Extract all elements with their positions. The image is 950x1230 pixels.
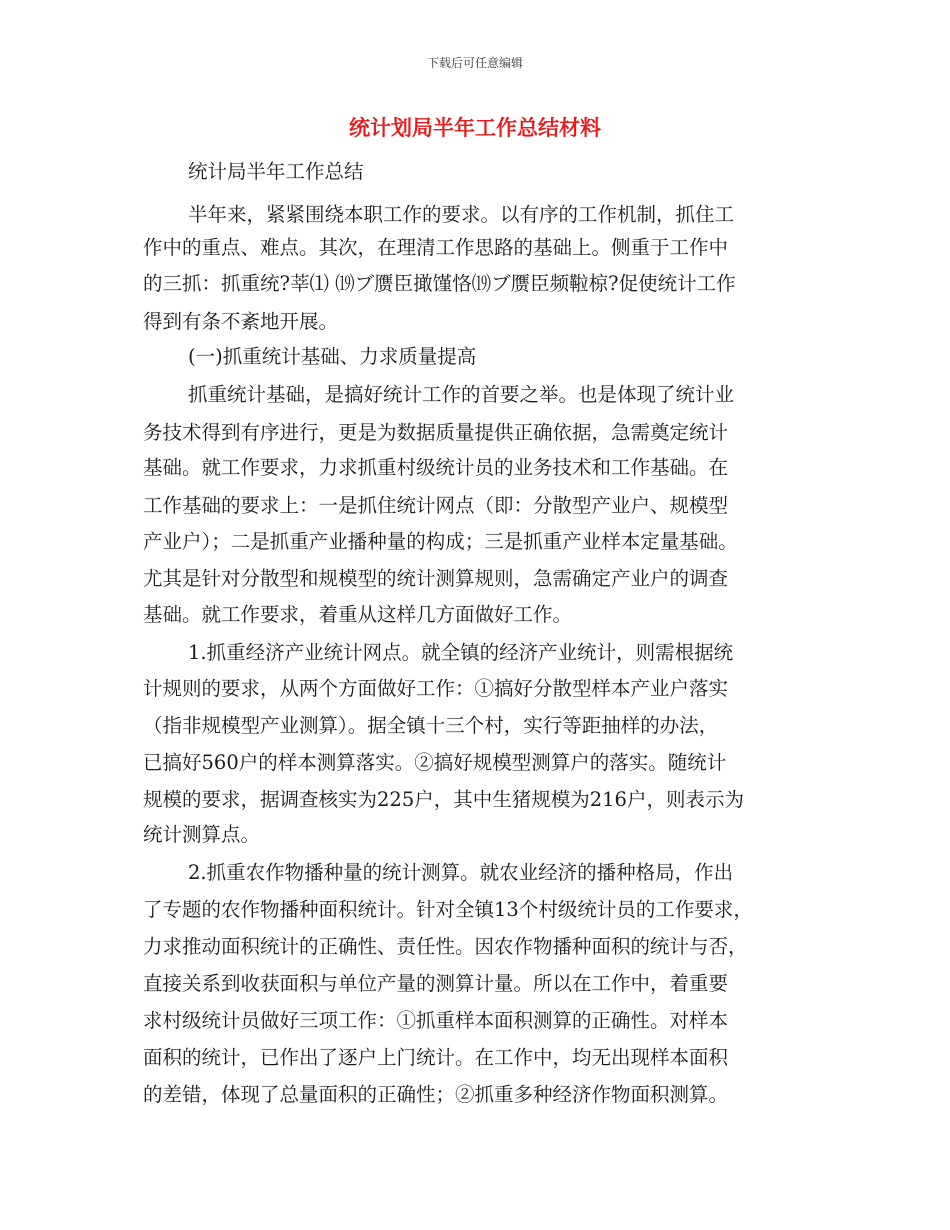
paragraph-line: 产业户）；二是抓重产业播种量的构成；三是抓重产业样本定量基础。: [143, 530, 738, 553]
paragraph-line: 统计测算点。: [143, 823, 261, 846]
paragraph-line: 直接关系到收获面积与单位产量的测算计量。所以在工作中，着重要: [143, 972, 729, 995]
paragraph-line: 务技术得到有序进行，更是为数据质量提供正确依据，急需奠定统计: [143, 421, 729, 444]
paragraph-line: 面积的统计，已作出了逐户上门统计。在工作中，均无出现样本面积: [143, 1046, 729, 1069]
paragraph-line: （指非规模型产业测算）。据全镇十三个村，实行等距抽样的办法，: [143, 714, 719, 737]
paragraph-line: 力求推动面积统计的正确性、责任性。因农作物播种面积的统计与否，: [143, 935, 748, 958]
document-title: 统计划局半年工作总结材料: [349, 116, 601, 140]
paragraph-line: 求村级统计员做好三项工作：①抓重样本面积测算的正确性。对样本: [143, 1009, 729, 1032]
paragraph-line: 规模的要求，据调查核实为225户，其中生猪规模为216户，则表示为: [143, 788, 744, 811]
paragraph-line: 抓重统计基础，是搞好统计工作的首要之举。也是体现了统计业: [188, 383, 735, 406]
paragraph-line: 作中的重点、难点。其次，在理清工作思路的基础上。侧重于工作中: [143, 236, 729, 259]
paragraph-line: 计规则的要求，从两个方面做好工作：①搞好分散型样本产业户落实: [143, 677, 729, 700]
paragraph-line: 2.抓重农作物播种量的统计测算。就农业经济的播种格局，作出: [188, 861, 734, 884]
paragraph-line: 工作基础的要求上：一是抓住统计网点（即：分散型产业户、规模型: [143, 494, 729, 517]
paragraph-line: 的差错，体现了总量面积的正确性；②抓重多种经济作物面积测算。: [143, 1083, 729, 1106]
paragraph-line: 的三抓：抓重统?莘⑴ ⒆ブ赝臣撖馑恪⒆ブ赝臣频鞡椋?促使统计工作: [143, 272, 736, 295]
paragraph-line: 1.抓重经济产业统计网点。就全镇的经济产业统计，则需根据统: [188, 641, 734, 664]
paragraph-line: 基础。就工作要求，力求抓重村级统计员的业务技术和工作基础。在: [143, 456, 729, 479]
subtitle-line: 统计局半年工作总结: [188, 160, 364, 183]
paragraph-line: 半年来，紧紧围绕本职工作的要求。以有序的工作机制，抓住工: [188, 203, 735, 226]
paragraph-line: 已搞好560户的样本测算落实。②搞好规模型测算户的落实。随统计: [143, 751, 727, 774]
paragraph-line: 基础。就工作要求，着重从这样几方面做好工作。: [143, 603, 573, 626]
paragraph-line: 得到有条不紊地开展。: [143, 310, 339, 333]
paragraph-line: 尤其是针对分散型和规模型的统计测算规则，急需确定产业户的调查: [143, 567, 729, 590]
paragraph-line: 了专题的农作物播种面积统计。针对全镇13个村级统计员的工作要求，: [143, 898, 753, 921]
section-heading: (一)抓重统计基础、力求质量提高: [188, 345, 477, 368]
page-header: 下载后可任意编辑: [426, 56, 523, 70]
